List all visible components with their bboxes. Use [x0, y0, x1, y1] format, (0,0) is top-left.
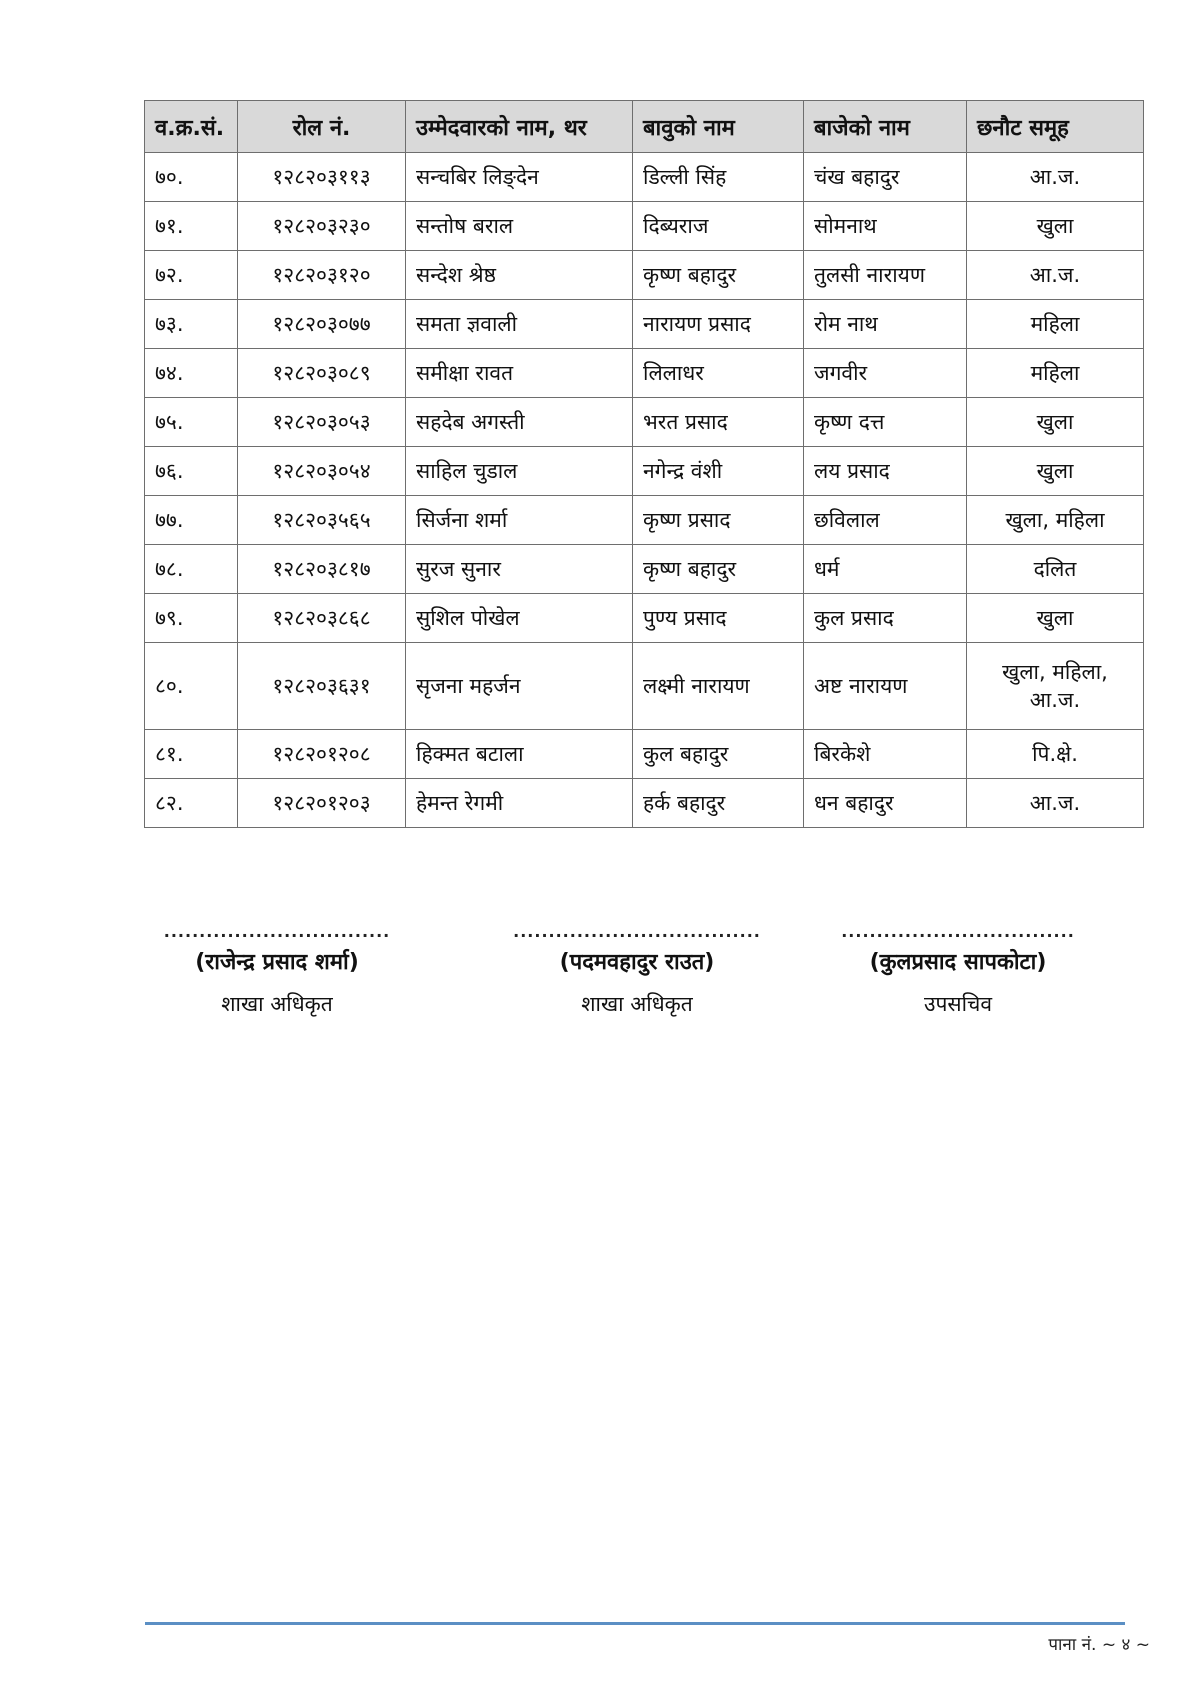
cell-roll: १२८२०३०५३: [238, 398, 406, 447]
footer-rule: [145, 1622, 1125, 1625]
cell-father-name: कृष्ण बहादुर: [633, 251, 804, 300]
cell-grandfather-name: कुल प्रसाद: [804, 594, 967, 643]
cell-roll: १२८२०३०८९: [238, 349, 406, 398]
signatory-title: शाखा अधिकृत: [581, 992, 693, 1016]
cell-candidate-name: सुरज सुनार: [406, 545, 633, 594]
signatory-title: उपसचिव: [923, 992, 993, 1016]
cell-candidate-name: सृजना महर्जन: [406, 643, 633, 730]
signatory-title: शाखा अधिकृत: [221, 992, 333, 1016]
table-row: [145, 643, 1144, 730]
table-row: [145, 447, 1144, 496]
cell-grandfather-name: चंख बहादुर: [804, 153, 967, 202]
cell-father-name: लक्ष्मी नारायण: [633, 643, 804, 730]
header-father-name: बावुको नाम: [633, 101, 804, 153]
cell-candidate-name: साहिल चुडाल: [406, 447, 633, 496]
cell-candidate-name: हेमन्त रेगमी: [406, 779, 633, 828]
page-number: पाना नं. ~ ४ ~: [1048, 1635, 1150, 1655]
cell-father-name: कृष्ण बहादुर: [633, 545, 804, 594]
signatory-name: (राजेन्द्र प्रसाद शर्मा): [195, 950, 359, 975]
cell-candidate-name: सन्चबिर लिङ्देन: [406, 153, 633, 202]
cell-grandfather-name: धर्म: [804, 545, 967, 594]
cell-roll: १२८२०३०५४: [238, 447, 406, 496]
cell-roll: १२८२०३५६५: [238, 496, 406, 545]
cell-candidate-name: सन्देश श्रेष्ठ: [406, 251, 633, 300]
cell-father-name: नारायण प्रसाद: [633, 300, 804, 349]
cell-father-name: पुण्य प्रसाद: [633, 594, 804, 643]
header-grandfather-name: बाजेको नाम: [804, 101, 967, 153]
cell-grandfather-name: कृष्ण दत्त: [804, 398, 967, 447]
cell-serial: ७२.: [145, 251, 238, 300]
cell-group: दलित: [967, 545, 1144, 594]
cell-candidate-name: समता ज्ञवाली: [406, 300, 633, 349]
signature-block: [808, 924, 1108, 1018]
table-row: [145, 251, 1144, 300]
header-roll: रोल नं.: [238, 101, 406, 153]
cell-serial: ७०.: [145, 153, 238, 202]
cell-candidate-name: हिक्मत बटाला: [406, 730, 633, 779]
cell-group: महिला: [967, 349, 1144, 398]
cell-serial: ७४.: [145, 349, 238, 398]
cell-candidate-name: सुशिल पोखेल: [406, 594, 633, 643]
signature-line: ................................: [163, 922, 391, 941]
signature-line: .................................: [841, 922, 1075, 941]
signatory-name: (कुलप्रसाद सापकोटा): [869, 950, 1047, 975]
signatory-name: (पदमवहादुर राउत): [559, 950, 715, 975]
header-group: छनौट समूह: [967, 101, 1144, 153]
cell-candidate-name: सिर्जना शर्मा: [406, 496, 633, 545]
header-serial: व.क्र.सं.: [145, 101, 238, 153]
cell-serial: ७९.: [145, 594, 238, 643]
cell-father-name: कृष्ण प्रसाद: [633, 496, 804, 545]
cell-serial: ७१.: [145, 202, 238, 251]
cell-roll: १२८२०३८१७: [238, 545, 406, 594]
cell-father-name: कुल बहादुर: [633, 730, 804, 779]
cell-grandfather-name: तुलसी नारायण: [804, 251, 967, 300]
cell-group: आ.ज.: [967, 779, 1144, 828]
cell-roll: १२८२०३८६८: [238, 594, 406, 643]
cell-father-name: लिलाधर: [633, 349, 804, 398]
cell-group: पि.क्षे.: [967, 730, 1144, 779]
cell-group: खुला, महिला: [967, 496, 1144, 545]
cell-grandfather-name: छविलाल: [804, 496, 967, 545]
cell-serial: ७६.: [145, 447, 238, 496]
cell-roll: १२८२०३६३१: [238, 643, 406, 730]
table-row: [145, 545, 1144, 594]
table-row: [145, 730, 1144, 779]
cell-father-name: नगेन्द्र वंशी: [633, 447, 804, 496]
cell-grandfather-name: रोम नाथ: [804, 300, 967, 349]
cell-grandfather-name: अष्ट नारायण: [804, 643, 967, 730]
cell-roll: १२८२०३११३: [238, 153, 406, 202]
table-row: [145, 398, 1144, 447]
cell-roll: १२८२०१२०३: [238, 779, 406, 828]
cell-serial: ८१.: [145, 730, 238, 779]
table-row: [145, 349, 1144, 398]
cell-roll: १२८२०३१२०: [238, 251, 406, 300]
cell-group: खुला: [967, 398, 1144, 447]
cell-serial: ७३.: [145, 300, 238, 349]
table-row: [145, 153, 1144, 202]
table-row: [145, 300, 1144, 349]
table-row: [145, 202, 1144, 251]
signature-line: ...................................: [513, 922, 761, 941]
table-row: [145, 496, 1144, 545]
cell-serial: ७८.: [145, 545, 238, 594]
cell-candidate-name: सहदेब अगस्ती: [406, 398, 633, 447]
signature-block: [127, 924, 427, 1018]
cell-serial: ८२.: [145, 779, 238, 828]
cell-group: आ.ज.: [967, 153, 1144, 202]
cell-group: खुला: [967, 594, 1144, 643]
cell-serial: ७७.: [145, 496, 238, 545]
cell-candidate-name: सन्तोष बराल: [406, 202, 633, 251]
cell-group: आ.ज.: [967, 251, 1144, 300]
cell-candidate-name: समीक्षा रावत: [406, 349, 633, 398]
table-row: [145, 779, 1144, 828]
cell-father-name: दिब्यराज: [633, 202, 804, 251]
candidate-results-table: [144, 100, 1144, 828]
cell-father-name: भरत प्रसाद: [633, 398, 804, 447]
cell-grandfather-name: धन बहादुर: [804, 779, 967, 828]
cell-grandfather-name: जगवीर: [804, 349, 967, 398]
cell-father-name: डिल्ली सिंह: [633, 153, 804, 202]
cell-roll: १२८२०३२३०: [238, 202, 406, 251]
cell-group: खुला, महिला, आ.ज.: [967, 643, 1144, 730]
cell-group: खुला: [967, 447, 1144, 496]
signature-block: [487, 924, 787, 1018]
cell-group: खुला: [967, 202, 1144, 251]
cell-serial: ८०.: [145, 643, 238, 730]
cell-grandfather-name: बिरकेशे: [804, 730, 967, 779]
table-row: [145, 594, 1144, 643]
cell-grandfather-name: सोमनाथ: [804, 202, 967, 251]
cell-roll: १२८२०३०७७: [238, 300, 406, 349]
table-header-row: [145, 101, 1144, 153]
cell-grandfather-name: लय प्रसाद: [804, 447, 967, 496]
cell-serial: ७५.: [145, 398, 238, 447]
cell-group: महिला: [967, 300, 1144, 349]
header-candidate-name: उम्मेदवारको नाम, थर: [406, 101, 633, 153]
cell-father-name: हर्क बहादुर: [633, 779, 804, 828]
cell-roll: १२८२०१२०८: [238, 730, 406, 779]
